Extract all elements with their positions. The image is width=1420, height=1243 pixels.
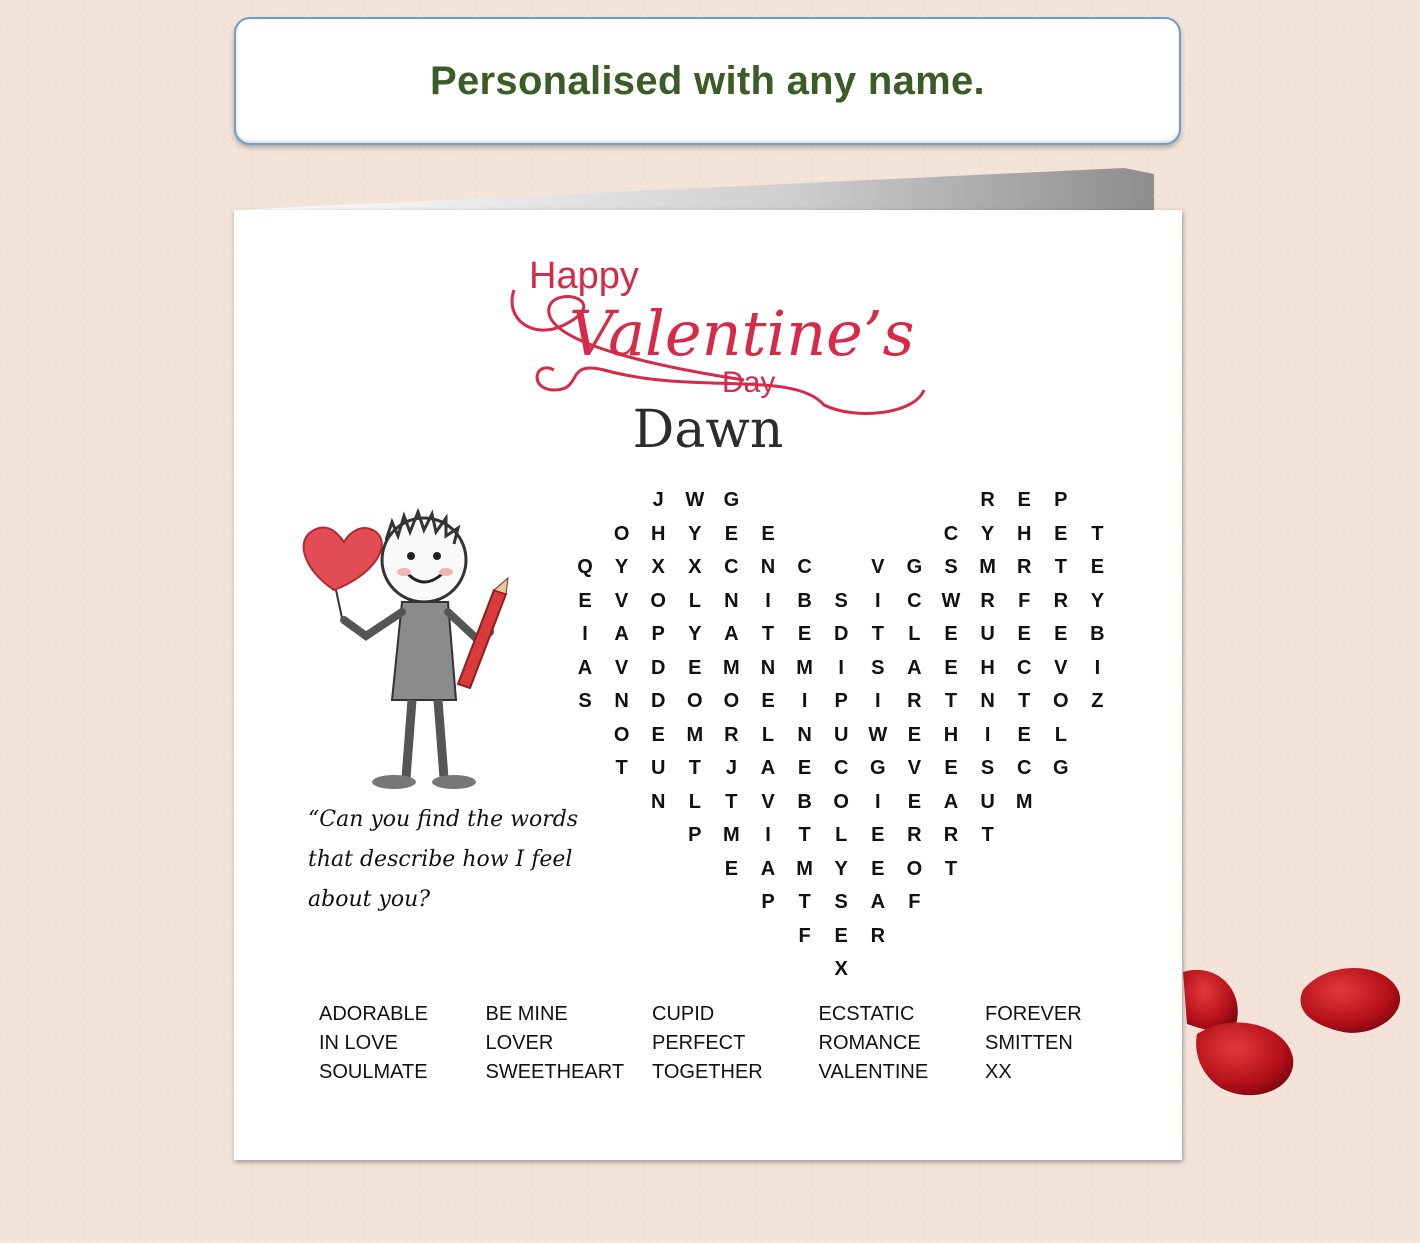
word-list-item: LOVER bbox=[485, 1032, 554, 1054]
word-list-item: FOREVER bbox=[985, 1003, 1082, 1025]
grid-letter: H bbox=[943, 723, 959, 746]
grid-letter: Y bbox=[834, 857, 848, 880]
grid-letter: I bbox=[765, 589, 771, 612]
grid-letter: E bbox=[797, 623, 812, 645]
grid-letter: L bbox=[688, 589, 701, 612]
grid-letter: U bbox=[833, 723, 849, 746]
grid-letter: O bbox=[650, 589, 666, 612]
grid-letter: M bbox=[1015, 790, 1033, 813]
grid-letter: T bbox=[761, 623, 775, 645]
word-list-item: SMITTEN bbox=[985, 1032, 1073, 1054]
grid-letter: I bbox=[838, 656, 844, 679]
grid-letter: V bbox=[871, 556, 885, 578]
headline-banner bbox=[234, 17, 1181, 145]
grid-letter: E bbox=[688, 656, 702, 679]
grid-letter: G bbox=[723, 489, 740, 511]
grid-letter: E bbox=[834, 924, 848, 947]
valentines-title bbox=[494, 230, 964, 420]
grid-letter: I bbox=[582, 623, 588, 645]
grid-letter: W bbox=[685, 489, 705, 511]
grid-letter: R bbox=[1053, 589, 1069, 612]
grid-letter: E bbox=[724, 522, 739, 545]
recipient-name: Dawn bbox=[632, 400, 784, 460]
grid-letter: L bbox=[761, 723, 775, 746]
grid-letter: M bbox=[723, 824, 740, 846]
grid-letter: O bbox=[1053, 690, 1069, 712]
grid-letter: E bbox=[1054, 623, 1068, 645]
grid-letter: S bbox=[578, 690, 592, 712]
grid-letter: R bbox=[980, 489, 995, 511]
quote-line: “Can you find the words bbox=[308, 807, 579, 832]
grid-letter: T bbox=[688, 757, 701, 779]
grid-letter: E bbox=[1017, 489, 1031, 511]
grid-letter: A bbox=[577, 656, 593, 679]
quote-text bbox=[308, 800, 588, 920]
grid-letter: Y bbox=[980, 522, 995, 545]
grid-letter: U bbox=[650, 757, 666, 779]
grid-letter: V bbox=[761, 790, 775, 813]
grid-letter: E bbox=[1017, 623, 1031, 645]
grid-letter: M bbox=[796, 656, 813, 679]
grid-letter: B bbox=[1090, 623, 1105, 645]
grid-letter: X bbox=[834, 958, 848, 980]
grid-letter: V bbox=[614, 589, 629, 612]
grid-letter: T bbox=[1018, 690, 1031, 712]
grid-letter: X bbox=[688, 556, 702, 578]
grid-letter: S bbox=[834, 589, 848, 612]
word-list-item: SWEETHEART bbox=[485, 1061, 625, 1083]
grid-letter: T bbox=[615, 757, 628, 779]
grid-letter: Y bbox=[614, 556, 629, 578]
grid-letter: O bbox=[906, 857, 923, 880]
grid-letter: A bbox=[760, 757, 776, 779]
word-list-item: VALENTINE bbox=[818, 1061, 929, 1083]
grid-letter: P bbox=[651, 623, 665, 645]
grid-letter: N bbox=[797, 723, 812, 746]
grid-letter: E bbox=[578, 589, 592, 612]
grid-letter: T bbox=[1054, 556, 1067, 578]
grid-letter: W bbox=[868, 723, 888, 746]
grid-letter: C bbox=[943, 522, 959, 545]
grid-letter: H bbox=[650, 522, 666, 545]
grid-letter: F bbox=[1018, 589, 1031, 612]
grid-letter: T bbox=[798, 824, 811, 846]
grid-letter: A bbox=[870, 891, 886, 913]
grid-letter: C bbox=[833, 757, 849, 779]
grid-letter: A bbox=[724, 623, 739, 645]
headline-text: Personalised with any name. bbox=[430, 58, 985, 103]
grid-letter: A bbox=[614, 623, 629, 645]
title-valentines: Valentine’s bbox=[569, 297, 915, 370]
word-list-item: BE MINE bbox=[485, 1003, 568, 1025]
quote-line: that describe how I feel bbox=[308, 847, 573, 872]
title-happy: Happy bbox=[529, 255, 639, 297]
grid-letter: E bbox=[944, 623, 958, 645]
title-day: Day bbox=[722, 366, 776, 399]
grid-letter: T bbox=[798, 891, 811, 913]
grid-letter: A bbox=[907, 656, 922, 679]
word-list-item: ADORABLE bbox=[319, 1003, 428, 1025]
grid-letter: T bbox=[1091, 522, 1104, 545]
grid-letter: C bbox=[797, 556, 812, 578]
grid-letter: O bbox=[723, 690, 740, 712]
grid-letter: L bbox=[908, 623, 921, 645]
grid-letter: E bbox=[797, 757, 812, 779]
grid-letter: P bbox=[761, 891, 775, 913]
grid-letter: P bbox=[1054, 489, 1068, 511]
grid-letter: S bbox=[871, 656, 885, 679]
grid-letter: N bbox=[724, 589, 739, 612]
grid-letter: D bbox=[650, 656, 666, 679]
grid-letter: W bbox=[941, 589, 961, 612]
grid-letter: E bbox=[944, 757, 958, 779]
grid-letter: C bbox=[724, 556, 739, 578]
grid-letter: E bbox=[871, 857, 885, 880]
grid-letter: J bbox=[652, 489, 664, 511]
word-list bbox=[319, 1003, 1159, 1084]
grid-letter: Y bbox=[688, 522, 702, 545]
grid-letter: I bbox=[875, 690, 881, 712]
grid-letter: F bbox=[798, 924, 811, 947]
grid-letter: C bbox=[1016, 757, 1032, 779]
grid-letter: U bbox=[980, 790, 995, 813]
word-list-item: XX bbox=[985, 1061, 1012, 1083]
grid-letter: E bbox=[761, 522, 775, 545]
word-list-item: SOULMATE bbox=[319, 1061, 428, 1083]
grid-letter: E bbox=[907, 790, 922, 813]
grid-letter: I bbox=[765, 824, 771, 846]
word-list-item: IN LOVE bbox=[319, 1032, 398, 1054]
grid-letter: S bbox=[834, 891, 848, 913]
grid-letter: G bbox=[1053, 757, 1069, 779]
grid-letter: R bbox=[870, 924, 886, 947]
grid-letter: E bbox=[724, 857, 739, 880]
grid-letter: T bbox=[944, 857, 958, 880]
grid-letter: M bbox=[723, 656, 740, 679]
grid-letter: Q bbox=[577, 556, 593, 578]
grid-letter: L bbox=[835, 824, 848, 846]
grid-letter: D bbox=[833, 623, 849, 645]
grid-letter: P bbox=[834, 690, 848, 712]
grid-letter: C bbox=[907, 589, 922, 612]
grid-letter: R bbox=[724, 723, 739, 746]
grid-letter: G bbox=[906, 556, 923, 578]
grid-letter: Z bbox=[1091, 690, 1104, 712]
grid-letter: D bbox=[650, 690, 666, 712]
grid-letter: B bbox=[797, 589, 812, 612]
grid-letter: N bbox=[980, 690, 995, 712]
grid-letter: B bbox=[797, 790, 812, 813]
grid-letter: H bbox=[1016, 522, 1032, 545]
grid-letter: V bbox=[614, 656, 629, 679]
grid-letter: M bbox=[686, 723, 704, 746]
word-list-item: TOGETHER bbox=[652, 1061, 763, 1083]
grid-letter: O bbox=[613, 723, 630, 746]
valentine-card bbox=[234, 210, 1182, 1160]
grid-letter: N bbox=[650, 790, 666, 813]
word-list-item: ROMANCE bbox=[818, 1032, 921, 1054]
grid-letter: V bbox=[907, 757, 922, 779]
word-list-item: PERFECT bbox=[652, 1032, 746, 1054]
grid-letter: I bbox=[875, 790, 881, 813]
grid-letter: J bbox=[725, 757, 737, 779]
grid-letter: O bbox=[613, 522, 630, 545]
grid-letter: T bbox=[725, 790, 738, 813]
grid-letter: M bbox=[979, 556, 996, 578]
grid-letter: N bbox=[760, 556, 776, 578]
grid-letter: S bbox=[944, 556, 958, 578]
grid-letter: E bbox=[907, 723, 922, 746]
word-list-item: CUPID bbox=[652, 1003, 715, 1025]
grid-letter: E bbox=[1017, 723, 1031, 746]
grid-letter: H bbox=[980, 656, 995, 679]
grid-letter: P bbox=[688, 824, 702, 846]
rose-petals-icon bbox=[1175, 960, 1420, 1120]
grid-letter: T bbox=[981, 824, 994, 846]
grid-letter: G bbox=[870, 757, 886, 779]
grid-letter: N bbox=[614, 690, 629, 712]
grid-letter: E bbox=[871, 824, 885, 846]
grid-letter: E bbox=[761, 690, 775, 712]
grid-letter: R bbox=[1016, 556, 1032, 578]
grid-letter: R bbox=[907, 824, 922, 846]
grid-letter: R bbox=[943, 824, 959, 846]
stick-figure-with-heart-and-pencil-icon bbox=[294, 500, 534, 800]
grid-letter: A bbox=[760, 857, 776, 880]
grid-letter: Y bbox=[688, 623, 702, 645]
grid-letter: E bbox=[1054, 522, 1068, 545]
grid-letter: M bbox=[796, 857, 813, 880]
grid-letter: T bbox=[944, 690, 958, 712]
grid-letter: Y bbox=[1090, 589, 1105, 612]
grid-letter: U bbox=[980, 623, 995, 645]
grid-letter: L bbox=[1054, 723, 1067, 746]
grid-letter: R bbox=[980, 589, 995, 612]
grid-letter: O bbox=[687, 690, 703, 712]
grid-letter: E bbox=[1090, 556, 1105, 578]
grid-letter: I bbox=[1094, 656, 1101, 679]
grid-letter: C bbox=[1016, 656, 1032, 679]
grid-letter: X bbox=[651, 556, 665, 578]
grid-letter: I bbox=[984, 723, 991, 746]
grid-letter: L bbox=[688, 790, 701, 813]
grid-letter: T bbox=[871, 623, 884, 645]
grid-letter: E bbox=[944, 656, 958, 679]
grid-letter: S bbox=[980, 757, 995, 779]
grid-letter: I bbox=[801, 690, 808, 712]
grid-letter: A bbox=[943, 790, 959, 813]
grid-letter: R bbox=[907, 690, 922, 712]
word-list-item: ECSTATIC bbox=[818, 1003, 915, 1025]
quote-line: about you? bbox=[308, 887, 431, 912]
grid-letter: O bbox=[833, 790, 849, 813]
grid-letter: V bbox=[1054, 656, 1068, 679]
grid-letter: N bbox=[760, 656, 776, 679]
grid-letter: I bbox=[875, 589, 881, 612]
grid-letter: F bbox=[908, 891, 921, 913]
grid-letter: E bbox=[651, 723, 665, 746]
